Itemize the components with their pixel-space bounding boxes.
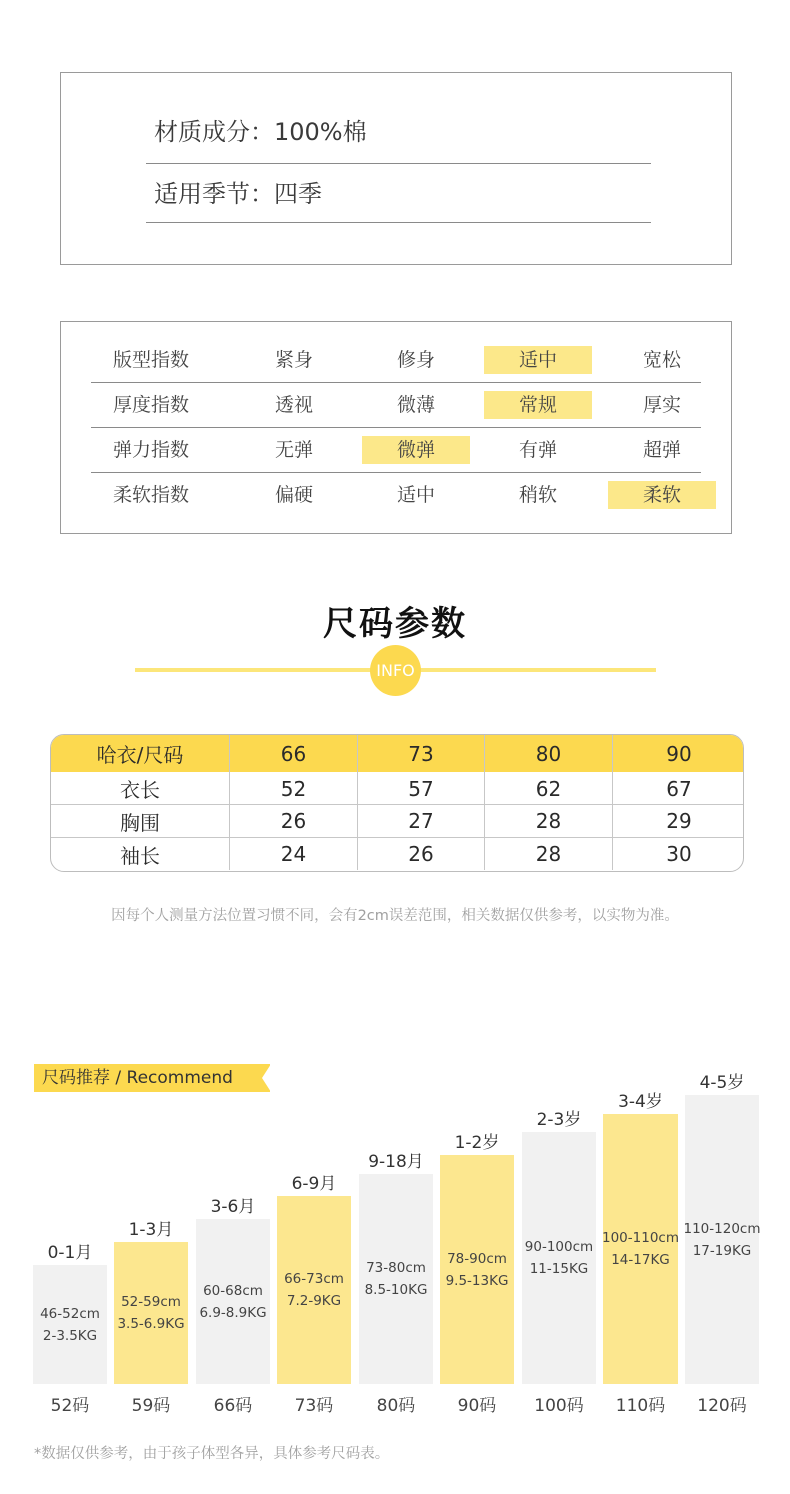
- table-header-cell: 66: [229, 735, 357, 772]
- bar-height-range: 90-100cm: [524, 1239, 594, 1255]
- bar-weight-range: 6.9-8.9KG: [199, 1304, 267, 1321]
- bar-age-label: 4-5岁: [699, 1073, 745, 1093]
- index-option: 修身: [396, 349, 435, 371]
- bar-size-label: 52码: [50, 1396, 90, 1416]
- table-cell: 袖长: [120, 843, 160, 868]
- table-header-cell: 80: [484, 735, 612, 772]
- table-header-cell: 哈衣/尺码: [96, 743, 184, 767]
- table-cell: 28: [484, 805, 612, 837]
- bar-size-label: 110码: [615, 1396, 666, 1416]
- bar-size-label: 73码: [294, 1396, 334, 1416]
- bar-size-label: 100码: [534, 1396, 584, 1416]
- index-option: 厚实: [642, 394, 681, 416]
- table-cell: 30: [612, 838, 744, 870]
- table-cell: 衣长: [120, 778, 160, 802]
- index-option: 无弹: [274, 439, 313, 461]
- bar-age-label: 1-3月: [128, 1220, 174, 1240]
- table-cell: 62: [484, 772, 612, 805]
- bar-height-range: 52-59cm: [121, 1294, 181, 1310]
- index-label: 厚度指数: [112, 394, 189, 416]
- bar-weight-range: 11-15KG: [529, 1261, 589, 1277]
- table-header-cell: 73: [357, 735, 484, 772]
- index-option: 适中: [396, 484, 435, 506]
- bar-weight-range: 8.5-10KG: [364, 1282, 428, 1298]
- index-option: 微薄: [396, 394, 435, 416]
- measurement-disclaimer: 因每个人测量方法位置习惯不同，会有2cm误差范围，相关数据仅供参考，以实物为准。: [111, 908, 679, 924]
- applicable-season: 适用季节：四季: [146, 177, 651, 223]
- table-cell: 24: [229, 838, 357, 870]
- index-option-selected: 适中: [484, 346, 592, 374]
- bar-weight-range: 7.2-9KG: [286, 1293, 342, 1309]
- table-cell: 67: [612, 772, 744, 805]
- bar-age-label: 2-3岁: [536, 1110, 582, 1130]
- index-label: 柔软指数: [112, 484, 189, 506]
- bar-weight-range: 3.5-6.9KG: [117, 1316, 185, 1332]
- bar-height-range: 78-90cm: [447, 1250, 507, 1267]
- bar-age-label: 6-9月: [291, 1174, 337, 1194]
- bar-height-range: 110-120cm: [683, 1220, 761, 1237]
- bar-weight-range: 9.5-13KG: [445, 1272, 509, 1289]
- bar-size-label: 80码: [376, 1396, 416, 1416]
- bar-size-label: 59码: [131, 1396, 171, 1416]
- bar-age-label: 3-6月: [210, 1197, 256, 1217]
- table-cell: 26: [357, 838, 484, 870]
- bar-height-range: 73-80cm: [366, 1260, 426, 1276]
- bar-age-label: 3-4岁: [618, 1092, 663, 1112]
- bar-age-label: 0-1月: [47, 1243, 93, 1263]
- index-option-selected: 常规: [484, 391, 592, 419]
- bar-size-label: 66码: [213, 1396, 253, 1416]
- section-title: 尺码参数: [323, 604, 467, 644]
- bar-age-label: 1-2岁: [454, 1133, 500, 1153]
- index-label: 弹力指数: [112, 439, 189, 461]
- bar-weight-range: 2-3.5KG: [42, 1327, 98, 1344]
- index-option: 偏硬: [274, 484, 313, 506]
- index-option: 有弹: [518, 439, 557, 461]
- table-cell: 57: [357, 772, 484, 805]
- recommend-tag: 尺码推荐 / Recommend: [34, 1064, 270, 1092]
- bar-age-label: 9-18月: [368, 1152, 424, 1172]
- index-label: 版型指数: [112, 349, 189, 371]
- index-option: 超弹: [642, 439, 681, 461]
- bar-size-label: 120码: [697, 1396, 747, 1416]
- table-cell: 胸围: [120, 810, 160, 835]
- bar-weight-range: 14-17KG: [611, 1252, 670, 1268]
- table-cell: 28: [484, 838, 612, 870]
- bar-height-range: 100-110cm: [602, 1230, 679, 1246]
- info-badge: INFO: [370, 645, 421, 696]
- index-option: 宽松: [642, 349, 681, 371]
- table-cell: 26: [229, 805, 357, 837]
- bar-weight-range: 17-19KG: [692, 1242, 752, 1259]
- table-header-cell: 90: [612, 735, 744, 772]
- footnote: *数据仅供参考，由于孩子体型各异，具体参考尺码表。: [34, 1446, 390, 1462]
- bar-height-range: 66-73cm: [284, 1271, 344, 1287]
- material-composition: 材质成分：100%棉: [146, 115, 651, 164]
- index-option: 稍软: [518, 484, 557, 506]
- index-option-selected: 微弹: [362, 436, 470, 464]
- table-cell: 27: [357, 805, 484, 837]
- bar-size-label: 90码: [457, 1396, 497, 1416]
- index-option-selected: 柔软: [608, 481, 716, 509]
- table-cell: 52: [229, 772, 357, 805]
- bar-height-range: 60-68cm: [203, 1282, 263, 1299]
- index-option: 紧身: [274, 349, 313, 371]
- index-option: 透视: [274, 394, 313, 416]
- bar-height-range: 46-52cm: [40, 1305, 100, 1322]
- table-cell: 29: [612, 805, 744, 837]
